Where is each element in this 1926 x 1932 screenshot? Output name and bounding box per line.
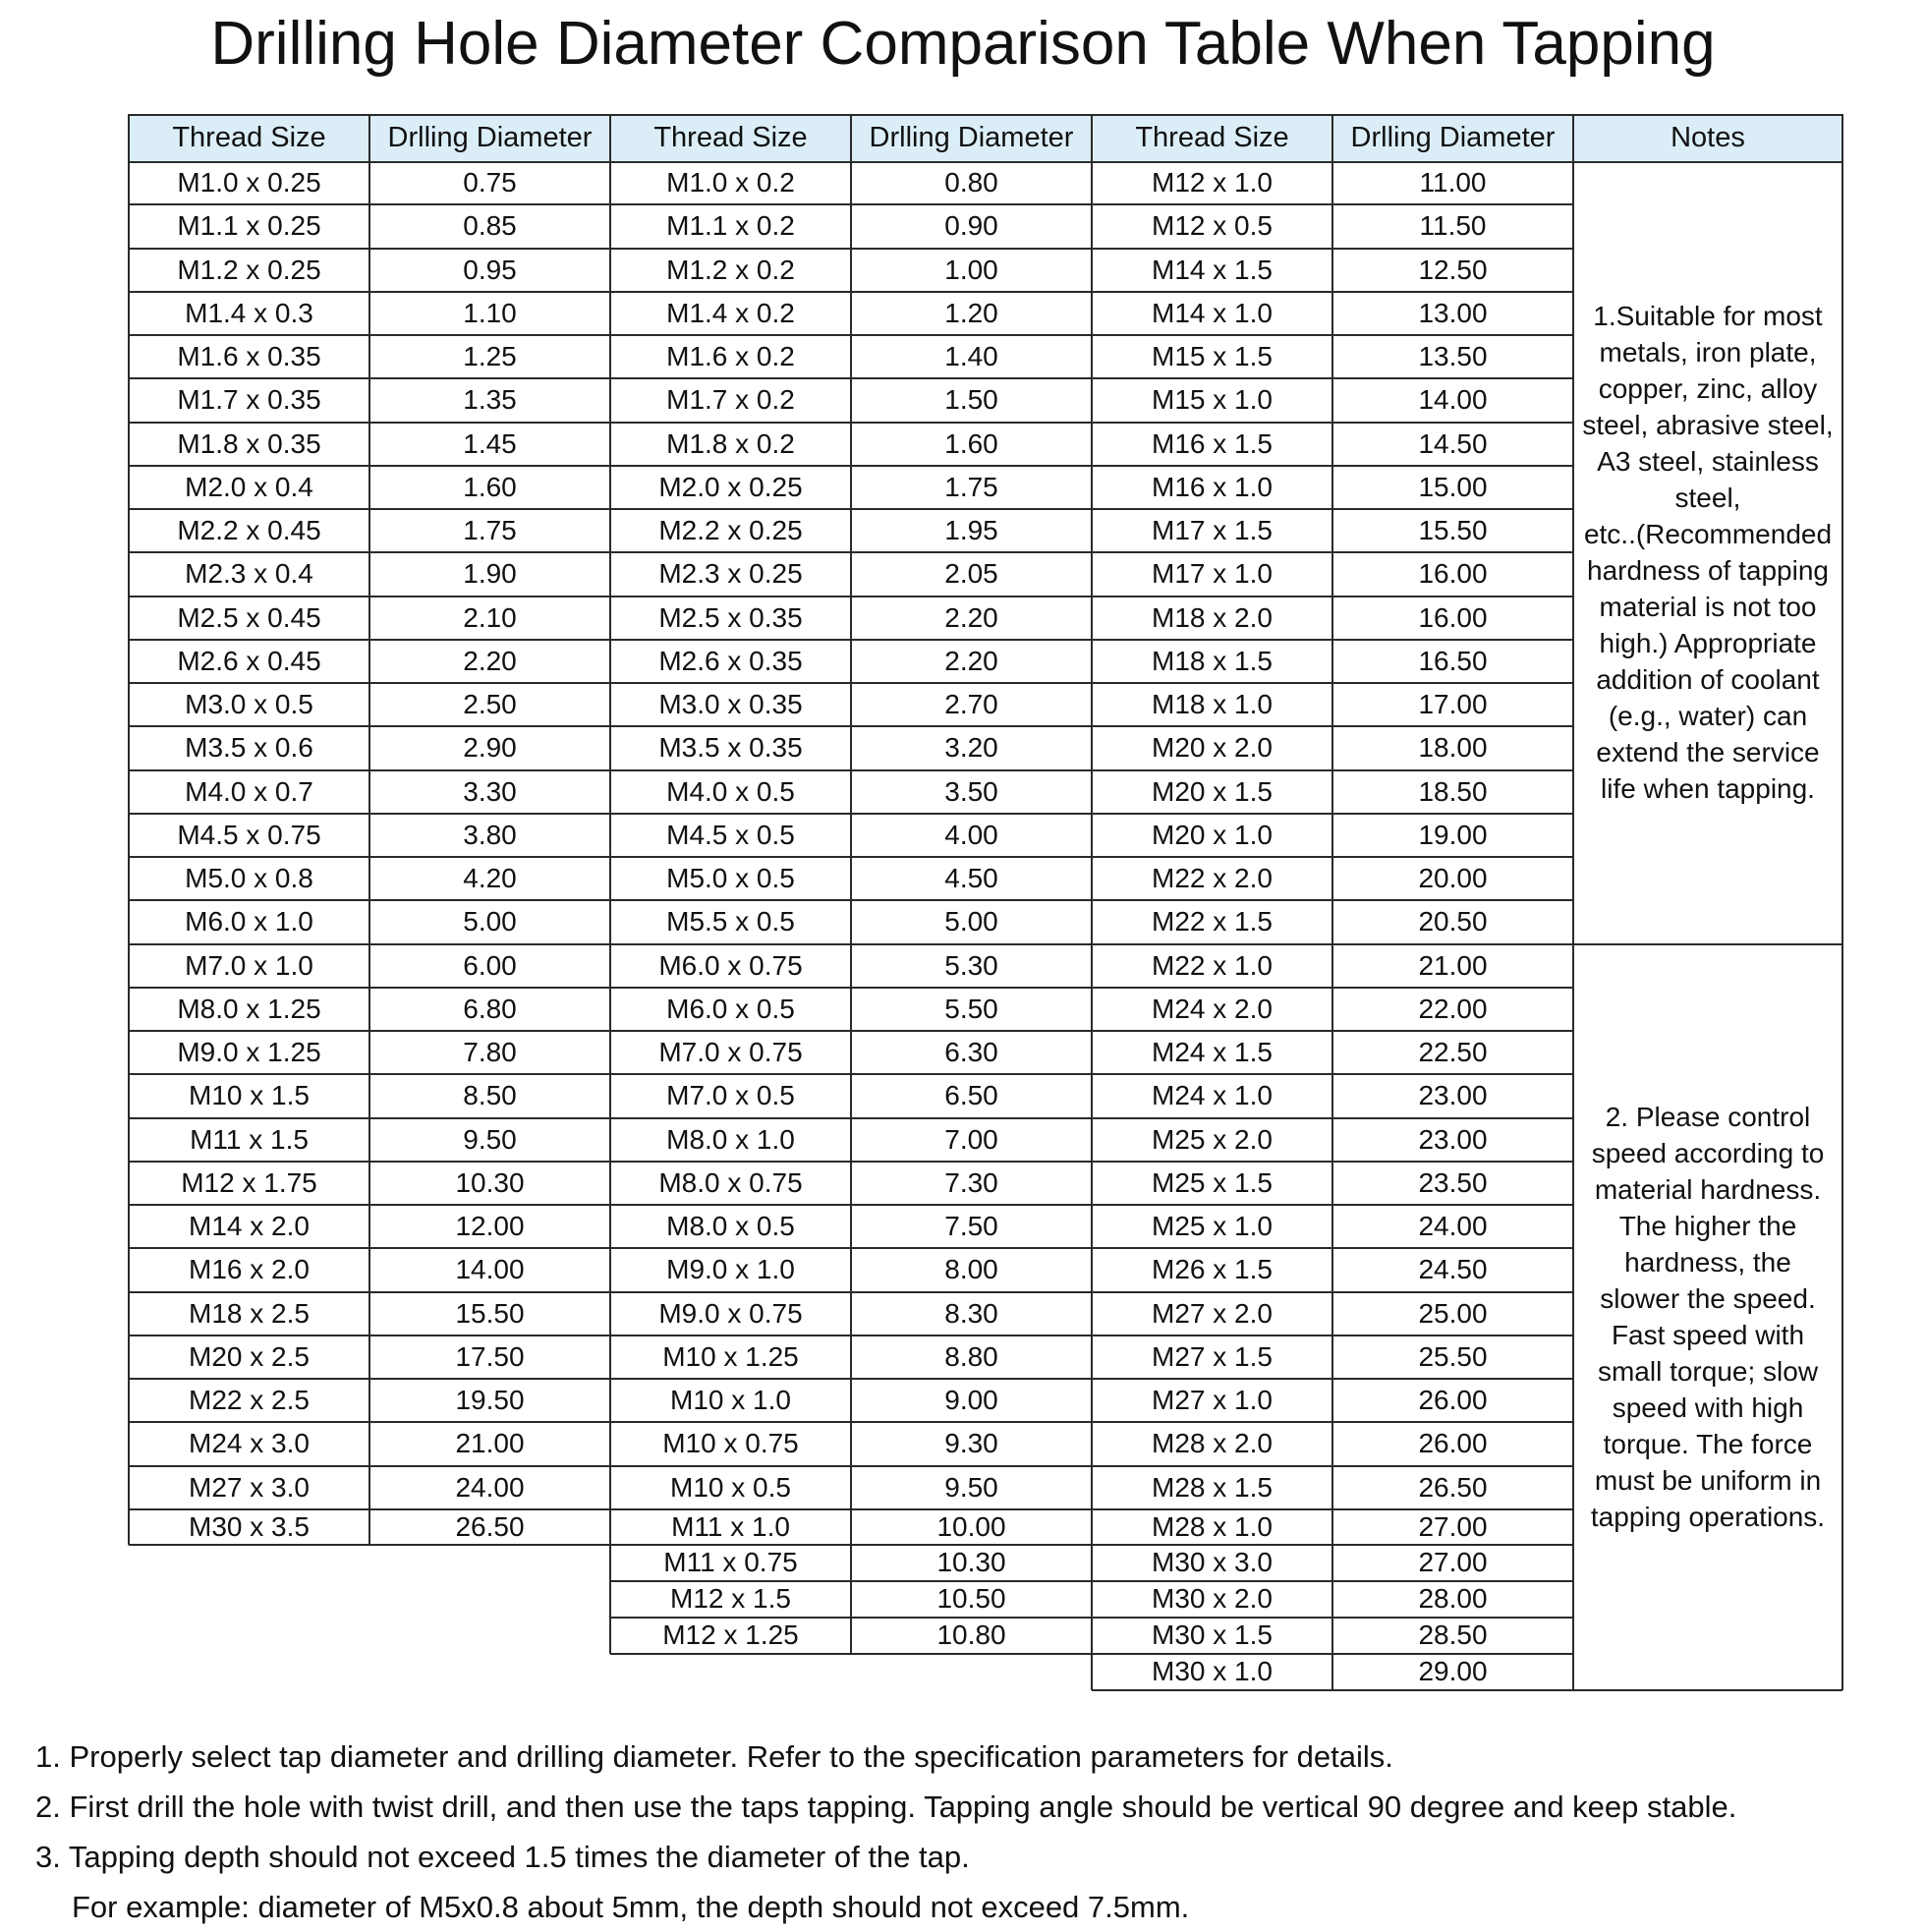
drilling-diameter-cell: 5.00 [944,906,998,938]
drilling-diameter-cell: 21.00 [1418,949,1488,981]
thread-size-cell: M20 x 1.0 [1152,819,1273,850]
thread-size-cell: M10 x 0.5 [670,1471,791,1503]
thread-size-cell: M25 x 2.0 [1152,1123,1273,1155]
thread-size-cell: M27 x 1.5 [1152,1340,1273,1372]
thread-size-cell: M4.5 x 0.5 [666,819,795,850]
drilling-diameter-cell: 20.50 [1418,906,1488,938]
drilling-diameter-cell: 26.50 [455,1510,525,1542]
thread-size-cell: M14 x 2.0 [189,1211,310,1242]
thread-size-cell: M22 x 1.0 [1152,949,1273,981]
thread-size-cell: M1.0 x 0.25 [177,167,321,199]
thread-size-cell: M1.8 x 0.35 [177,427,321,459]
thread-size-cell: M22 x 1.5 [1152,906,1273,938]
thread-size-cell: M22 x 2.0 [1152,863,1273,894]
thread-size-cell: M30 x 1.5 [1152,1619,1273,1651]
drilling-diameter-cell: 10.30 [936,1547,1006,1578]
instruction-item: 2. First drill the hole with twist drill, and then use the taps tapping. Tapping angle should be vertical 90 degree and keep stable. [35,1790,1737,1824]
drilling-diameter-cell: 8.80 [944,1340,998,1372]
notes-line: high.) Appropriate [1599,628,1817,659]
thread-size-cell: M11 x 0.75 [663,1547,798,1578]
drilling-diameter-cell: 2.05 [944,558,998,590]
drilling-diameter-cell: 19.00 [1418,819,1488,850]
drilling-diameter-cell: 1.45 [463,427,517,459]
thread-size-cell: M12 x 1.5 [670,1583,791,1615]
thread-size-cell: M26 x 1.5 [1152,1254,1273,1285]
thread-size-cell: M1.6 x 0.2 [666,341,795,372]
thread-size-cell: M16 x 2.0 [189,1254,310,1285]
thread-size-cell: M2.5 x 0.35 [658,601,803,633]
drilling-diameter-cell: 9.50 [944,1471,998,1503]
drilling-diameter-cell: 26.00 [1418,1385,1488,1416]
notes-line: material hardness. [1594,1174,1822,1206]
thread-size-cell: M28 x 2.0 [1152,1428,1273,1459]
drilling-diameter-cell: 13.50 [1418,341,1488,372]
drilling-diameter-cell: 1.25 [463,341,517,372]
thread-size-cell: M9.0 x 0.75 [658,1297,803,1329]
notes-line: A3 steel, stainless [1597,446,1819,478]
notes-line: hardness of tapping [1587,555,1829,587]
thread-size-cell: M8.0 x 1.25 [177,993,321,1024]
drilling-diameter-cell: 7.00 [944,1123,998,1155]
drilling-diameter-cell: 10.30 [455,1166,525,1198]
drilling-diameter-cell: 1.75 [944,471,998,502]
drilling-diameter-cell: 0.85 [463,210,517,242]
drilling-diameter-cell: 6.00 [463,949,517,981]
notes-cell [1573,161,1842,944]
drilling-diameter-cell: 2.90 [463,732,517,764]
notes-line: addition of coolant [1596,664,1820,696]
thread-size-cell: M8.0 x 0.75 [658,1166,803,1198]
thread-size-cell: M14 x 1.0 [1152,297,1273,328]
drilling-diameter-cell: 12.50 [1418,254,1488,285]
instructions-list [35,1732,1902,1932]
drilling-diameter-cell: 9.30 [944,1428,998,1459]
drilling-diameter-cell: 5.30 [944,949,998,981]
drilling-diameter-cell: 16.50 [1418,645,1488,676]
thread-size-cell: M8.0 x 1.0 [666,1123,795,1155]
thread-size-cell: M30 x 1.0 [1152,1656,1273,1687]
drilling-diameter-header: Drlling Diameter [1332,114,1573,161]
drilling-diameter-cell: 14.00 [455,1254,525,1285]
drilling-diameter-cell: 12.00 [455,1211,525,1242]
thread-size-cell: M5.0 x 0.8 [185,863,313,894]
notes-header: Notes [1573,114,1842,161]
thread-size-cell: M1.2 x 0.2 [666,254,795,285]
thread-size-cell: M1.4 x 0.3 [185,297,313,328]
thread-size-cell: M6.0 x 0.5 [666,993,795,1024]
drilling-diameter-cell: 8.00 [944,1254,998,1285]
drilling-diameter-cell: 3.50 [944,775,998,807]
drilling-diameter-cell: 6.50 [944,1080,998,1111]
table-rule [129,114,1842,116]
thread-size-cell: M1.0 x 0.2 [666,167,795,199]
thread-size-cell: M1.2 x 0.25 [177,254,321,285]
drilling-diameter-cell: 0.95 [463,254,517,285]
drilling-diameter-cell: 6.30 [944,1037,998,1068]
drilling-diameter-cell: 22.00 [1418,993,1488,1024]
thread-size-cell: M27 x 1.0 [1152,1385,1273,1416]
thread-size-cell: M3.5 x 0.6 [185,732,313,764]
drilling-diameter-cell: 16.00 [1418,601,1488,633]
drilling-diameter-cell: 3.30 [463,775,517,807]
notes-line: life when tapping. [1601,773,1815,805]
drilling-diameter-cell: 27.00 [1418,1547,1488,1578]
thread-size-cell: M1.7 x 0.35 [177,384,321,416]
notes-line: speed with high [1612,1392,1804,1424]
instruction-item: For example: diameter of M5x0.8 about 5mm, the depth should not exceed 7.5mm. [72,1890,1190,1924]
drilling-diameter-cell: 17.50 [455,1340,525,1372]
notes-line: steel, abrasive steel, [1582,410,1834,441]
thread-size-cell: M2.2 x 0.45 [177,515,321,546]
thread-size-cell: M24 x 1.0 [1152,1080,1273,1111]
drilling-diameter-cell: 7.50 [944,1211,998,1242]
thread-size-cell: M11 x 1.5 [190,1123,309,1155]
notes-line: speed according to [1591,1138,1825,1169]
drilling-diameter-cell: 1.10 [463,297,517,328]
page-title: Drilling Hole Diameter Comparison Table When Tapping [210,10,1716,78]
thread-size-cell: M2.3 x 0.25 [658,558,803,590]
drilling-diameter-cell: 5.00 [463,906,517,938]
drilling-diameter-cell: 1.50 [944,384,998,416]
drilling-diameter-cell: 10.00 [936,1510,1006,1542]
drilling-diameter-cell: 15.00 [1418,471,1488,502]
drilling-diameter-cell: 0.90 [944,210,998,242]
drilling-diameter-cell: 13.00 [1418,297,1488,328]
thread-size-cell: M18 x 1.5 [1152,645,1273,676]
thread-size-cell: M1.7 x 0.2 [666,384,795,416]
drilling-diameter-cell: 21.00 [455,1428,525,1459]
thread-size-cell: M27 x 2.0 [1152,1297,1273,1329]
drilling-diameter-cell: 3.80 [463,819,517,850]
drilling-diameter-cell: 17.00 [1418,689,1488,720]
instruction-item: 1. Properly select tap diameter and drilling diameter. Refer to the specification parameters for details. [35,1739,1393,1774]
drilling-diameter-cell: 14.00 [1418,384,1488,416]
thread-size-cell: M15 x 1.5 [1152,341,1273,372]
notes-line: material is not too [1599,592,1817,623]
drilling-diameter-cell: 26.00 [1418,1428,1488,1459]
drilling-diameter-cell: 8.30 [944,1297,998,1329]
thread-size-cell: M10 x 0.75 [662,1428,799,1459]
thread-size-cell: M9.0 x 1.0 [666,1254,795,1285]
drilling-diameter-cell: 1.90 [463,558,517,590]
thread-size-cell: M2.2 x 0.25 [658,515,803,546]
drilling-diameter-cell: 5.50 [944,993,998,1024]
drilling-diameter-cell: 2.20 [463,645,517,676]
drilling-diameter-cell: 2.10 [463,601,517,633]
thread-size-cell: M12 x 1.0 [1152,167,1273,199]
thread-size-cell: M10 x 1.5 [189,1080,310,1111]
table-rule [368,114,370,1545]
drilling-diameter-cell: 1.35 [463,384,517,416]
thread-size-cell: M4.0 x 0.7 [185,775,313,807]
thread-size-cell: M22 x 2.5 [189,1385,310,1416]
drilling-diameter-cell: 18.50 [1418,775,1488,807]
thread-size-cell: M4.0 x 0.5 [666,775,795,807]
drilling-diameter-cell: 2.20 [944,601,998,633]
thread-size-cell: M25 x 1.0 [1152,1211,1273,1242]
drilling-diameter-cell: 1.60 [463,471,517,502]
thread-size-cell: M3.0 x 0.5 [185,689,313,720]
drilling-diameter-header: Drlling Diameter [851,114,1092,161]
notes-line: must be uniform in [1594,1465,1822,1497]
thread-size-cell: M5.0 x 0.5 [666,863,795,894]
drilling-diameter-cell: 23.50 [1418,1166,1488,1198]
thread-size-cell: M6.0 x 0.75 [658,949,803,981]
notes-line: steel, [1674,483,1741,514]
drilling-diameter-cell: 28.50 [1418,1619,1488,1651]
thread-size-cell: M1.8 x 0.2 [666,427,795,459]
thread-size-cell: M30 x 3.0 [1152,1547,1273,1578]
thread-size-header: Thread Size [129,114,369,161]
thread-size-cell: M18 x 2.5 [189,1297,310,1329]
notes-cell [1573,944,1842,1690]
notes-line: tapping operations. [1590,1502,1826,1533]
drilling-diameter-cell: 25.00 [1418,1297,1488,1329]
drilling-diameter-cell: 23.00 [1418,1123,1488,1155]
thread-size-cell: M12 x 0.5 [1152,210,1273,242]
notes-text [1591,1099,1825,1535]
drilling-diameter-cell: 28.00 [1418,1583,1488,1615]
thread-size-cell: M11 x 1.0 [671,1510,790,1542]
drilling-diameter-cell: 10.80 [936,1619,1006,1651]
drilling-diameter-cell: 9.50 [463,1123,517,1155]
notes-line: etc..(Recommended [1583,519,1833,550]
thread-size-cell: M24 x 3.0 [189,1428,310,1459]
thread-size-cell: M10 x 1.25 [662,1340,799,1372]
drilling-diameter-cell: 24.00 [1418,1211,1488,1242]
thread-size-cell: M2.6 x 0.35 [658,645,803,676]
thread-size-cell: M1.1 x 0.2 [666,210,795,242]
drilling-diameter-cell: 15.50 [1418,515,1488,546]
table-rule [128,114,130,1545]
table-rule [1091,114,1093,1690]
drilling-diameter-cell: 6.80 [463,993,517,1024]
thread-size-cell: M16 x 1.0 [1152,471,1273,502]
notes-line: extend the service [1596,737,1820,768]
thread-size-cell: M2.3 x 0.4 [185,558,313,590]
drilling-diameter-cell: 23.00 [1418,1080,1488,1111]
drilling-diameter-cell: 18.00 [1418,732,1488,764]
thread-size-cell: M24 x 2.0 [1152,993,1273,1024]
thread-size-cell: M28 x 1.0 [1152,1510,1273,1542]
drilling-diameter-cell: 1.20 [944,297,998,328]
drilling-diameter-cell: 2.70 [944,689,998,720]
thread-size-cell: M3.5 x 0.35 [658,732,803,764]
thread-size-cell: M4.5 x 0.75 [177,819,321,850]
drilling-diameter-cell: 10.50 [936,1583,1006,1615]
thread-size-cell: M7.0 x 1.0 [185,949,313,981]
thread-size-header: Thread Size [610,114,851,161]
thread-size-cell: M6.0 x 1.0 [185,906,313,938]
thread-size-cell: M18 x 2.0 [1152,601,1273,633]
thread-size-cell: M2.5 x 0.45 [177,601,321,633]
drilling-diameter-cell: 25.50 [1418,1340,1488,1372]
drilling-diameter-cell: 0.80 [944,167,998,199]
notes-line: slower the speed. [1600,1283,1816,1315]
drilling-diameter-cell: 24.00 [455,1471,525,1503]
thread-size-cell: M1.1 x 0.25 [177,210,321,242]
thread-size-cell: M1.4 x 0.2 [666,297,795,328]
thread-size-cell: M2.6 x 0.45 [177,645,321,676]
drilling-diameter-cell: 14.50 [1418,427,1488,459]
drilling-diameter-cell: 11.00 [1419,167,1487,199]
thread-size-cell: M25 x 1.5 [1152,1166,1273,1198]
thread-size-cell: M8.0 x 0.5 [666,1211,795,1242]
drilling-diameter-cell: 11.50 [1419,210,1487,242]
drilling-diameter-cell: 1.60 [944,427,998,459]
thread-size-cell: M16 x 1.5 [1152,427,1273,459]
table-rule [609,114,611,1654]
drilling-diameter-cell: 20.00 [1418,863,1488,894]
thread-size-cell: M24 x 1.5 [1152,1037,1273,1068]
drilling-diameter-cell: 1.95 [944,515,998,546]
drilling-diameter-header: Drlling Diameter [369,114,610,161]
drilling-diameter-cell: 19.50 [455,1385,525,1416]
drilling-diameter-cell: 27.00 [1418,1510,1488,1542]
thread-size-cell: M20 x 1.5 [1152,775,1273,807]
thread-size-cell: M17 x 1.5 [1152,515,1273,546]
thread-size-cell: M17 x 1.0 [1152,558,1273,590]
thread-size-cell: M2.0 x 0.25 [658,471,803,502]
thread-size-cell: M15 x 1.0 [1152,384,1273,416]
drilling-diameter-cell: 1.00 [944,254,998,285]
drilling-diameter-cell: 2.20 [944,645,998,676]
drilling-diameter-cell: 22.50 [1418,1037,1488,1068]
thread-size-cell: M28 x 1.5 [1152,1471,1273,1503]
thread-size-cell: M10 x 1.0 [670,1385,791,1416]
drilling-diameter-cell: 9.00 [944,1385,998,1416]
drilling-diameter-cell: 4.50 [944,863,998,894]
thread-size-cell: M5.5 x 0.5 [666,906,795,938]
notes-line: 1.Suitable for most [1593,301,1823,332]
drilling-diameter-cell: 7.30 [944,1166,998,1198]
notes-line: Fast speed with [1611,1320,1805,1351]
notes-line: small torque; slow [1597,1356,1819,1388]
thread-size-cell: M14 x 1.5 [1152,254,1273,285]
thread-size-cell: M12 x 1.25 [662,1619,799,1651]
thread-size-cell: M12 x 1.75 [181,1166,317,1198]
notes-text [1582,298,1833,807]
notes-line: copper, zinc, alloy [1598,373,1818,405]
drilling-diameter-cell: 15.50 [455,1297,525,1329]
thread-size-cell: M1.6 x 0.35 [177,341,321,372]
notes-line: metals, iron plate, [1599,337,1817,369]
thread-size-cell: M7.0 x 0.75 [658,1037,803,1068]
notes-line: hardness, the [1624,1247,1791,1279]
thread-size-cell: M27 x 3.0 [189,1471,310,1503]
drilling-diameter-cell: 1.40 [944,341,998,372]
notes-line: The higher the [1618,1211,1797,1242]
table-rule [850,114,852,1654]
drilling-diameter-cell: 7.80 [463,1037,517,1068]
drilling-diameter-cell: 0.75 [463,167,517,199]
thread-size-cell: M30 x 2.0 [1152,1583,1273,1615]
thread-size-cell: M30 x 3.5 [189,1510,310,1542]
thread-size-cell: M9.0 x 1.25 [177,1037,321,1068]
drilling-diameter-cell: 16.00 [1418,558,1488,590]
thread-size-cell: M20 x 2.0 [1152,732,1273,764]
table-rule [1331,114,1333,1690]
thread-size-cell: M2.0 x 0.4 [185,471,313,502]
drilling-diameter-cell: 24.50 [1418,1254,1488,1285]
drilling-diameter-cell: 8.50 [463,1080,517,1111]
drilling-diameter-cell: 2.50 [463,689,517,720]
drilling-diameter-cell: 4.00 [944,819,998,850]
drilling-diameter-cell: 4.20 [463,863,517,894]
thread-size-cell: M3.0 x 0.35 [658,689,803,720]
drilling-diameter-cell: 1.75 [463,515,517,546]
drilling-diameter-cell: 26.50 [1418,1471,1488,1503]
thread-size-cell: M20 x 2.5 [189,1340,310,1372]
thread-size-cell: M7.0 x 0.5 [666,1080,795,1111]
notes-line: 2. Please control [1605,1102,1811,1133]
thread-size-header: Thread Size [1092,114,1332,161]
notes-line: (e.g., water) can [1608,701,1808,732]
notes-line: torque. The force [1603,1429,1813,1460]
drilling-diameter-cell: 3.20 [944,732,998,764]
drilling-diameter-cell: 29.00 [1418,1656,1488,1687]
thread-size-cell: M18 x 1.0 [1152,689,1273,720]
instruction-item: 3. Tapping depth should not exceed 1.5 times the diameter of the tap. [35,1840,970,1874]
